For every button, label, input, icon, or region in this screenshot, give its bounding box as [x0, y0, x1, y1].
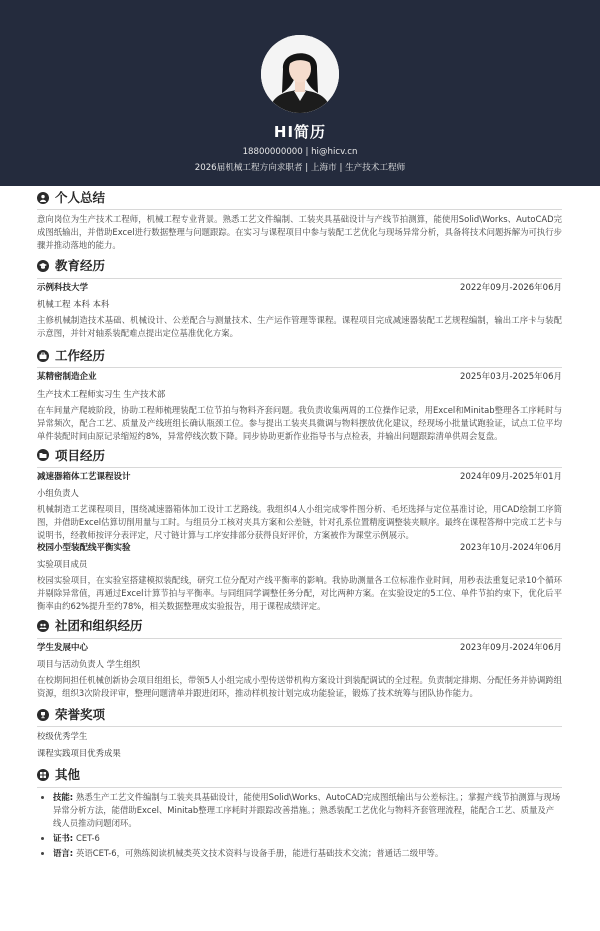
group-icon — [37, 620, 49, 632]
section-title: 其他 — [55, 767, 81, 783]
section-header — [37, 705, 562, 727]
section-header — [37, 188, 562, 210]
section-campus — [37, 616, 562, 700]
resume-body — [0, 188, 600, 860]
job-role: 生产技术工程师实习生 生产技术部 — [37, 388, 166, 399]
project-name: 减速器箱体工艺课程设计 — [37, 472, 131, 482]
item-text: CET-6 — [76, 832, 100, 843]
project-role: 实验项目成员 — [37, 559, 88, 570]
section-header — [37, 346, 562, 368]
section-header — [37, 616, 562, 638]
project-text: 校园实验项目，在实验室搭建模拟装配线，研究工位分配对产线平衡率的影响。我协助测量各工位标准作业时间，用秒表法重复记录10个循环并剔除异常值，再通过Excel计算节拍与平衡率。与同组同学调整任务分配，对比两种方案。在实验设定的5工位、单件节拍约束下，优化后平衡率由约62%提升至约78%，相关数据整理成实验报告，用于课程成绩评定。 — [37, 575, 562, 612]
entry-header — [37, 542, 562, 555]
section-title: 教育经历 — [55, 258, 106, 274]
section-title: 项目经历 — [55, 447, 106, 463]
item-text: 熟悉生产工艺文件编制与工装夹具基础设计，能使用Solid\Works、AutoCAD完成图纸输出与公差标注。；掌握产线节拍测算与现场异常分析方法，能借助Excel、Minitab整理工序耗时并跟踪改善措施。；熟悉装配工艺优化与物料齐套管理流程，能配合工艺、质量及产线人员推动问题闭环。 — [53, 791, 561, 828]
section-projects — [37, 446, 562, 614]
project-role: 小组负责人 — [37, 488, 79, 499]
grid-icon — [37, 769, 49, 781]
section-header — [37, 256, 562, 278]
section-header — [37, 765, 562, 787]
org-role: 项目与活动负责人 学生组织 — [37, 659, 141, 670]
item-label: 证书: — [53, 832, 77, 843]
item-label: 语言: — [53, 847, 77, 858]
candidate-name: HI简历 — [273, 123, 327, 141]
item-label: 技能: — [53, 791, 77, 802]
list-item — [53, 791, 562, 830]
company-name: 某精密制造企业 — [37, 372, 97, 383]
contact-info: 18800000000 | hi@hicv.cn — [242, 147, 358, 157]
project-text: 机械制造工艺课程项目，围绕减速器箱体加工设计工艺路线。我组织4人小组完成零件图分析、毛坯选择与定位基准讨论，用CAD绘制工序简图，并借助Excel估算切削用量与工时。与组员分工核对夹具方案和公差链，针对孔系位置精度调整装夹顺序。最终在课程答辩中完成工艺卡与说明书，经教师按评分表评定，尺寸链计算与工序安排部分获得良好评价，方案被作为课堂示例展示。 — [37, 504, 562, 541]
award-item: 校级优秀学生 — [37, 731, 88, 742]
section-summary — [37, 188, 562, 252]
school-name: 示例科技大学 — [37, 282, 89, 293]
entry-date: 2025年03月-2025年06月 — [460, 372, 562, 383]
section-title: 荣誉奖项 — [55, 707, 106, 723]
folder-icon — [37, 449, 49, 461]
section-title: 工作经历 — [55, 348, 106, 364]
section-work — [37, 346, 562, 443]
entry-date: 2023年10月-2024年06月 — [460, 543, 562, 554]
campus-text: 在校期间担任机械创新协会项目组组长，带领5人小组完成小型传送带机构方案设计到装配调试的全过程。负责制定排期、分配任务并协调跨组资源，组织3次阶段评审，整理问题清单并跟进闭环，推动样机按计划完成功能验证，锻炼了技术统筹与团队协作能力。 — [37, 675, 562, 699]
project-item — [37, 471, 562, 542]
section-title: 个人总结 — [55, 190, 106, 205]
entry-header — [37, 282, 562, 295]
section-education — [37, 256, 562, 340]
avatar — [261, 35, 339, 113]
entry-header — [37, 642, 562, 655]
project-name: 校园小型装配线平衡实验 — [37, 543, 131, 554]
entry-date: 2023年09月-2024年06月 — [460, 642, 562, 653]
item-text: 英语CET-6，可熟练阅读机械类英文技术资料与设备手册，能进行基础技术交流；普通话二级甲等。 — [76, 847, 444, 858]
entry-header — [37, 471, 562, 484]
entry-date: 2024年09月-2025年01月 — [460, 472, 562, 482]
section-other — [37, 765, 562, 859]
graduation-cap-icon — [37, 260, 49, 272]
entry-header — [37, 371, 562, 384]
trophy-icon — [37, 709, 49, 721]
section-awards — [37, 705, 562, 760]
org-name: 学生发展中心 — [37, 642, 89, 653]
entry-date: 2022年09月-2026年06月 — [460, 282, 562, 293]
section-title: 社团和组织经历 — [55, 618, 143, 634]
list-item — [53, 847, 562, 860]
list-item — [53, 832, 562, 845]
other-list — [37, 791, 562, 860]
job-intent: 2026届机械工程方向求职者 | 上海市 | 生产技术工程师 — [194, 163, 406, 173]
award-item: 课程实践项目优秀成果 — [37, 748, 121, 759]
work-text: 在车间量产爬坡阶段，协助工程师梳理装配工位节拍与物料齐套问题。我负责收集两周的工位操作记录，用Excel和Minitab整理各工序耗时与异常频次，配合工艺、质量及产线班组长确认瓶颈工位。参与提出工装夹具微调与物料摆放优化建议，经现场小批量试跑验证，试点工位平均单件装配时间由原记录缩短约8%，异常停线次数下降。同步协助更新作业指导书与点检表，并输出问题跟踪清单供周会复盘。 — [37, 404, 562, 441]
education-text: 主修机械制造技术基础、机械设计、公差配合与测量技术、生产运作管理等课程。课程项目完成减速器装配工艺规程编制，输出工序卡与装配示意图，并针对轴系装配难点提出定位基准优化方案。 — [37, 314, 562, 338]
resume-header — [0, 0, 600, 186]
person-icon — [37, 192, 49, 204]
project-item — [37, 542, 562, 613]
briefcase-icon — [37, 350, 49, 362]
section-header — [37, 446, 562, 468]
major-degree: 机械工程 本科 本科 — [37, 298, 110, 309]
summary-text: 意向岗位为生产技术工程师，机械工程专业背景。熟悉工艺文件编制、工装夹具基础设计与产线节拍测算，能使用Solid\Works、AutoCAD完成图纸输出，并借助Excel进行数据整理与问题跟踪。在实习与课程项目中参与装配工艺优化与现场异常分析，具备将技术问题拆解为可执行步骤并推动落地的能力。 — [37, 214, 562, 251]
